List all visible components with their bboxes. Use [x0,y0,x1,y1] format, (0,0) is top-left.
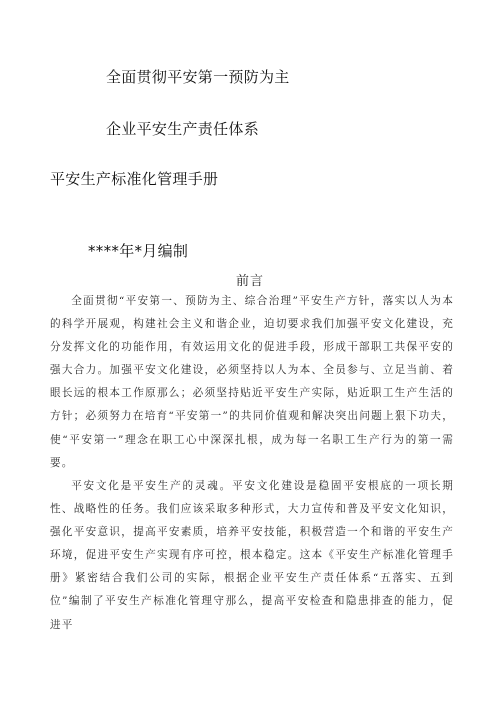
compile-date: ****年*月编制 [88,242,189,260]
preface-title: 前言 [235,274,264,289]
manual-title: 平安生产标准化管理手册 [50,170,219,188]
cover-title-line-1: 全面贯彻平安第一预防为主 [106,68,290,86]
cover-title-line-2: 企业平安生产责任体系 [106,120,260,138]
preface-paragraph-1: 全面贯彻“平安第一、预防为主、综合治理”平安生产方针，落实以人为本的科学开展观，构建社会主义和谐企业，迫切要求我们加强平安文化建设，充分发挥文化的功能作用，有效运用文化的促进手段，形成干部职工共保平安的强大合力。加强平安文化建设，必须坚持以人为本、全员参与、立足当前、着眼长远的根本工作原那么；必须坚持贴近平安生产实际，贴近职工生产生活的方针；必须努力在培育“平安第一”的共同价值观和解决突出问题上狠下功夫，使“平安第一”理念在职工心中深深扎根，成为每一名职工生产行为的第一需要。 [50,295,454,469]
preface-paragraph-2: 平安文化是平安生产的灵魂。平安文化建设是稳固平安根底的一项长期性、战略性的任务。我们应该采取多种形式，大力宣传和普及平安文化知识，强化平安意识，提高平安素质，培养平安技能，积极营造一个和谐的平安生产环境，促进平安生产实现有序可控，根本稳定。这本《平安生产标准化管理手册》紧密结合我们公司的实际，根据企业平安生产责任体系“五落实、五到位”编制了平安生产标准化管理守那么，提高平安检查和隐患排查的能力，促进平 [50,480,454,631]
